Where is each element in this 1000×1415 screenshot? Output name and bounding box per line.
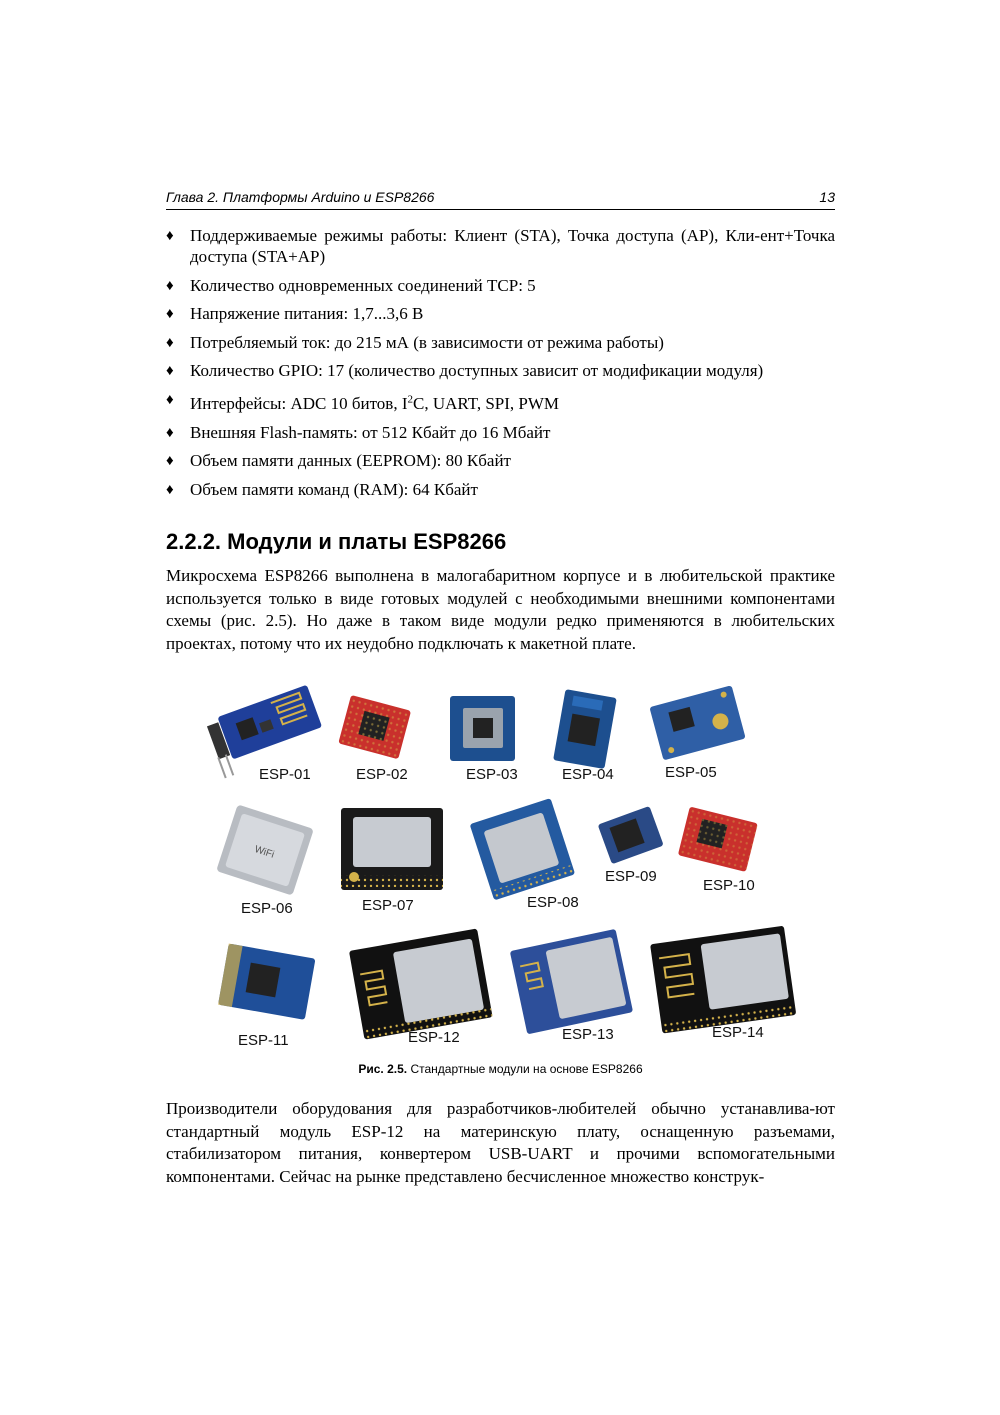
module-label: ESP-07 [362,897,414,914]
module-esp-08 [470,798,576,900]
module-esp-13 [510,929,633,1035]
caption-number: Рис. 2.5. [358,1062,408,1076]
spec-item: ♦ Напряжение питания: 1,7...3,6 В [166,304,424,323]
module-esp-10 [678,806,758,871]
module-esp-07 [341,808,443,890]
caption-text: Стандартные модули на основе ESP8266 [410,1062,643,1076]
spec-item: ♦ Потребляемый ток: до 215 мА (в зависимости от режима работы) [166,332,664,352]
module-esp-02 [338,695,411,759]
body-paragraph: Производители оборудования для разработчиков-любителей обычно устанавлива-ют стандартный модуль ESP-12 на материнскую плату, оснащенную разъемами, стабилизатором питания, конвертером USB-UART и прочими вспомогательными компонентами. Сейчас на рынке представлено бесчисленное множество конструк- [166,1099,835,1186]
bullet-diamond-icon: ♦ [166,391,174,408]
module-label: ESP-04 [562,766,614,783]
bullet-diamond-icon: ♦ [166,453,174,470]
spec-item: ♦ Поддерживаемые режимы работы: Клиент (STA), Точка доступа (AP), Кли-ент+Точка доступа (STA+AP) [166,226,835,266]
spec-item: ♦ Интерфейсы: ADC 10 битов, $I^2C$, UART, SPI, PWM [166,391,560,414]
chapter-title: Глава 2. Платформы Arduino и ESP8266 [166,189,435,205]
module-esp-03 [450,696,515,761]
module-label: ESP-03 [466,766,518,783]
page-number: 13 [819,189,835,205]
module-label: ESP-08 [527,894,579,911]
spec-list [166,226,835,508]
module-label: ESP-05 [665,764,717,781]
bullet-diamond-icon: ♦ [166,363,174,379]
spec-item: ♦ Количество GPIO: 17 (количество доступных зависит от модификации модуля) [166,361,764,380]
module-esp-11 [218,944,315,1020]
section-title: 2.2.2. Модули и платы ESP8266 [166,529,507,554]
svg-text:WiFi: WiFi [253,844,276,861]
bullet-diamond-icon: ♦ [166,277,174,294]
module-label: ESP-11 [238,1032,289,1049]
module-label: ESP-14 [712,1024,764,1041]
module-esp-04 [553,689,617,769]
module-esp-14 [650,926,796,1034]
module-label: ESP-02 [356,766,408,783]
spec-item: ♦ Внешняя Flash-память: от 512 Кбайт до 16 Мбайт [166,422,551,442]
body-paragraph: Микросхема ESP8266 выполнена в малогабаритном корпусе и в любительской практике используется только в виде готовых модулей с необходимыми внешними компонентами схемы (рис. 2.5). Но даже в таком виде модули редко применяются в любительских проектах, потому что их неудобно подключать к макетной плате. [166,566,835,653]
bullet-diamond-icon: ♦ [166,481,174,498]
module-label: ESP-01 [259,766,311,783]
figure-caption [166,1062,835,1076]
module-esp-09 [598,806,664,864]
bullet-diamond-icon: ♦ [166,306,174,322]
bullet-diamond-icon: ♦ [166,334,174,351]
module-label: ESP-13 [562,1026,614,1043]
esp-modules-figure [200,680,800,1060]
module-esp-05 [649,685,745,760]
module-label: ESP-12 [408,1029,460,1046]
module-esp-12 [349,928,493,1039]
module-esp-01 [205,685,327,778]
module-label: ESP-06 [241,900,293,917]
spec-item: ♦ Объем памяти данных (EEPROM): 80 Кбайт [166,451,511,471]
bullet-diamond-icon: ♦ [166,424,174,441]
spec-item: ♦ Объем памяти команд (RAM): 64 Кбайт [166,479,478,499]
bullet-diamond-icon: ♦ [166,228,174,244]
module-label: ESP-10 [703,877,755,894]
module-label: ESP-09 [605,868,657,885]
module-esp-06 [216,804,314,895]
spec-item: ♦ Количество одновременных соединений TCP: 5 [166,275,536,295]
running-head [166,187,835,210]
